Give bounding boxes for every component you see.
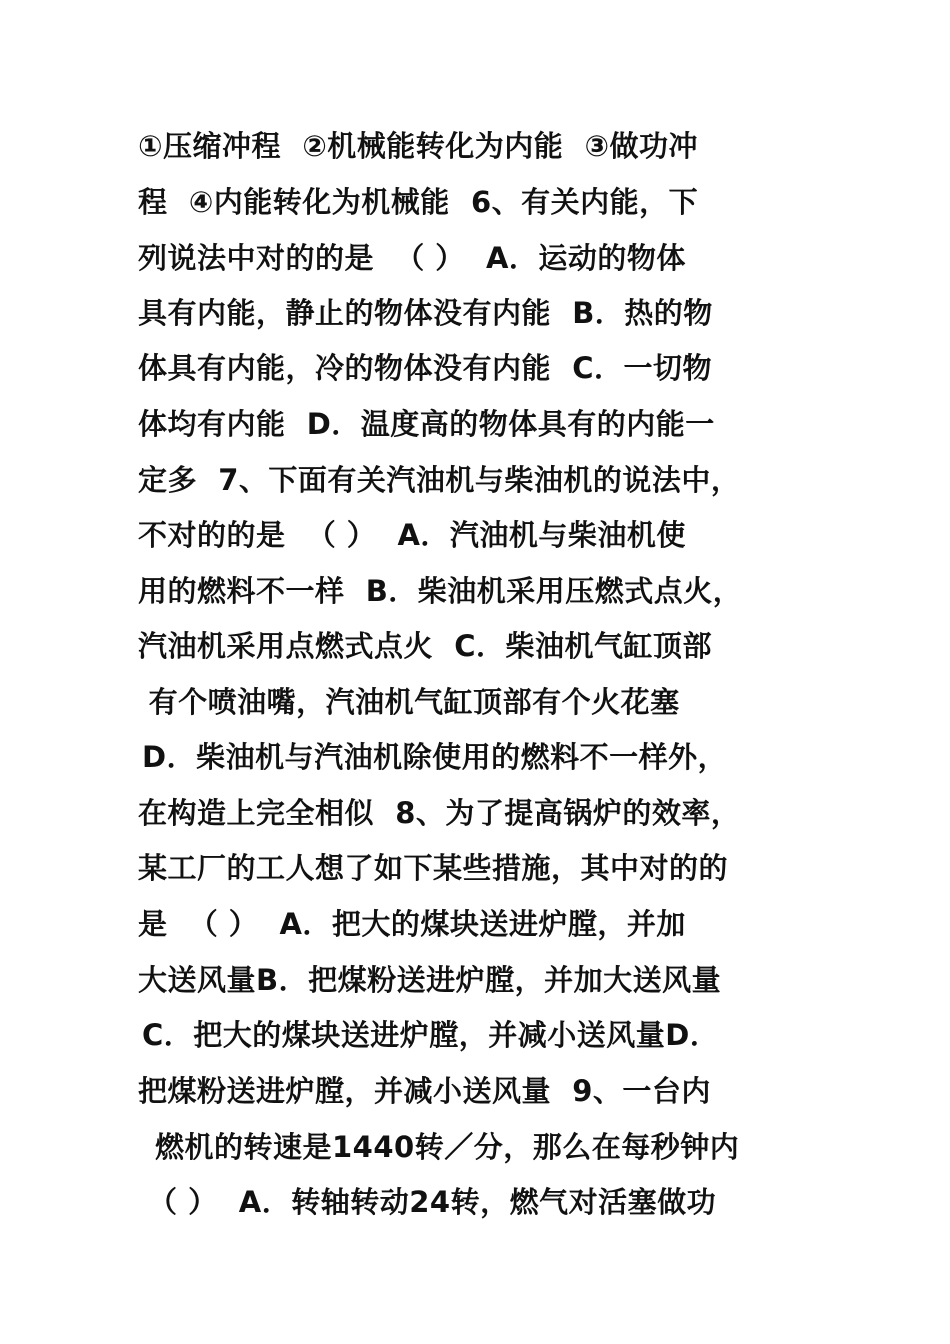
text-line-2: 程 ④内能转化为机械能 6、有关内能，下 xyxy=(138,185,699,219)
text-line-10: 汽油机采用点燃式点火 C．柴油机气缸顶部 xyxy=(138,629,712,663)
text-line-11: 有个喷油嘴，汽油机气缸顶部有个火花塞 xyxy=(138,685,680,719)
text-line-14: 某工厂的工人想了如下某些措施，其中对的的 xyxy=(138,851,729,885)
text-line-1: ①压缩冲程 ②机械能转化为内能 ③做功冲 xyxy=(138,129,699,163)
text-line-13: 在构造上完全相似 8、为了提高锅炉的效率， xyxy=(138,796,741,830)
text-line-19: 燃机的转速是1440转／分，那么在每秒钟内 xyxy=(155,1130,740,1164)
text-line-5: 体具有内能，冷的物体没有内能 C．一切物 xyxy=(138,351,712,385)
text-line-6: 体均有内能 D．温度高的物体具有的内能一 xyxy=(138,407,715,441)
text-line-16: 大送风量B．把煤粉送进炉膛，并加大送风量 xyxy=(138,963,722,997)
text-line-4: 具有内能，静止的物体没有内能 B．热的物 xyxy=(138,296,713,330)
text-line-12: D．柴油机与汽油机除使用的燃料不一样外， xyxy=(142,740,728,774)
text-line-8: 不对的的是 （ ） A．汽油机与柴油机使 xyxy=(138,518,686,552)
text-line-20: （ ） A．转轴转动24转，燃气对活塞做功 xyxy=(148,1185,717,1219)
text-line-15: 是 （ ） A．把大的煤块送进炉膛，并加 xyxy=(138,907,686,941)
text-line-18: 把煤粉送进炉膛，并减小送风量 9、一台内 xyxy=(138,1074,711,1108)
text-line-3: 列说法中对的的是 （ ） A．运动的物体 xyxy=(138,241,686,275)
text-line-17: C．把大的煤块送进炉膛，并减小送风量D． xyxy=(142,1018,720,1052)
text-line-7: 定多 7、下面有关汽油机与柴油机的说法中， xyxy=(138,463,741,497)
text-line-9: 用的燃料不一样 B．柴油机采用压燃式点火， xyxy=(138,574,743,608)
